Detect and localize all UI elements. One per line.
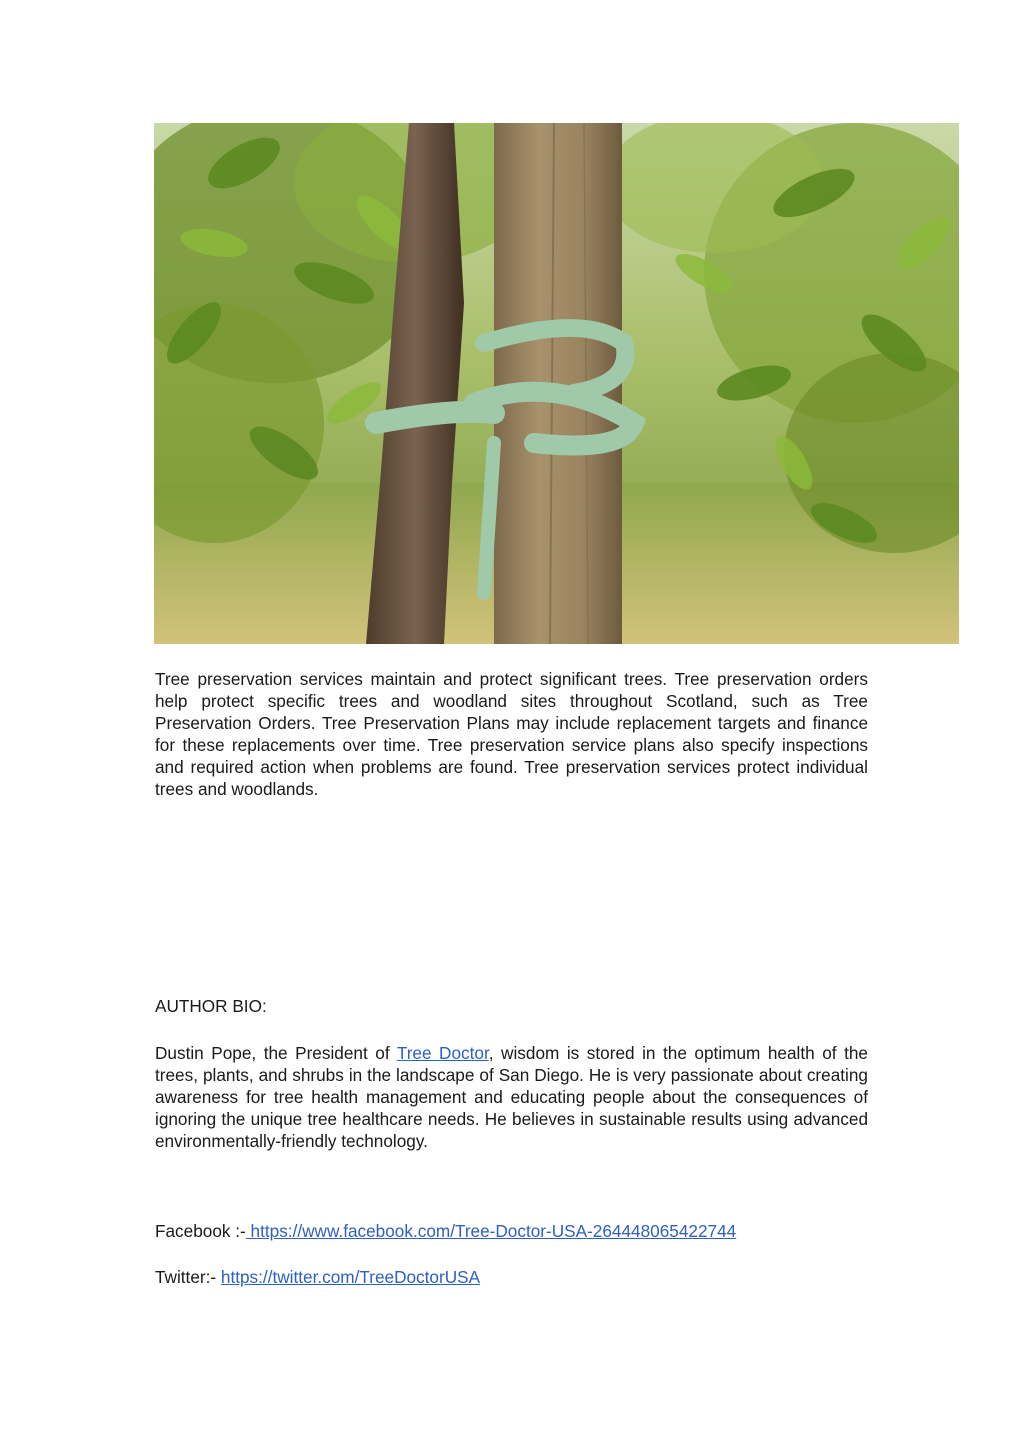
twitter-link[interactable]: https://twitter.com/TreeDoctorUSA xyxy=(220,1267,481,1287)
twitter-label: Twitter:- xyxy=(155,1267,221,1287)
facebook-line xyxy=(155,1220,736,1242)
tree-photo xyxy=(154,123,959,644)
facebook-link[interactable]: https://www.facebook.com/Tree-Doctor-USA-264448065422744 xyxy=(245,1221,737,1241)
author-bio-heading: AUTHOR BIO: xyxy=(155,996,267,1016)
intro-paragraph: Tree preservation services maintain and protect significant trees. Tree preservation orders help protect specific trees and woodland sites throughout Scotland, such as Tree Preservation Orders. Tree Preservation Plans may include replacement targets and finance for these replacements over time. Tree preservation service plans also specify inspections and required action when problems are found. Tree preservation services protect individual trees and woodlands. xyxy=(155,669,868,799)
author-bio-paragraph xyxy=(155,1042,868,1152)
bio-text-end: , wisdom is stored in the optimum health of the trees, plants, and shrubs in the landscape of San Diego. He is very passionate about creating awareness for tree health management and educating people about the consequences of ignoring the unique tree healthcare needs. He believes in sustainable results using advanced environmentally-friendly technology. xyxy=(155,1043,868,1151)
twitter-line xyxy=(155,1266,480,1288)
tree-doctor-link[interactable]: Tree Doctor xyxy=(396,1043,489,1063)
bio-text-start: Dustin Pope, the President of xyxy=(155,1043,397,1063)
facebook-label: Facebook :- xyxy=(155,1221,246,1241)
